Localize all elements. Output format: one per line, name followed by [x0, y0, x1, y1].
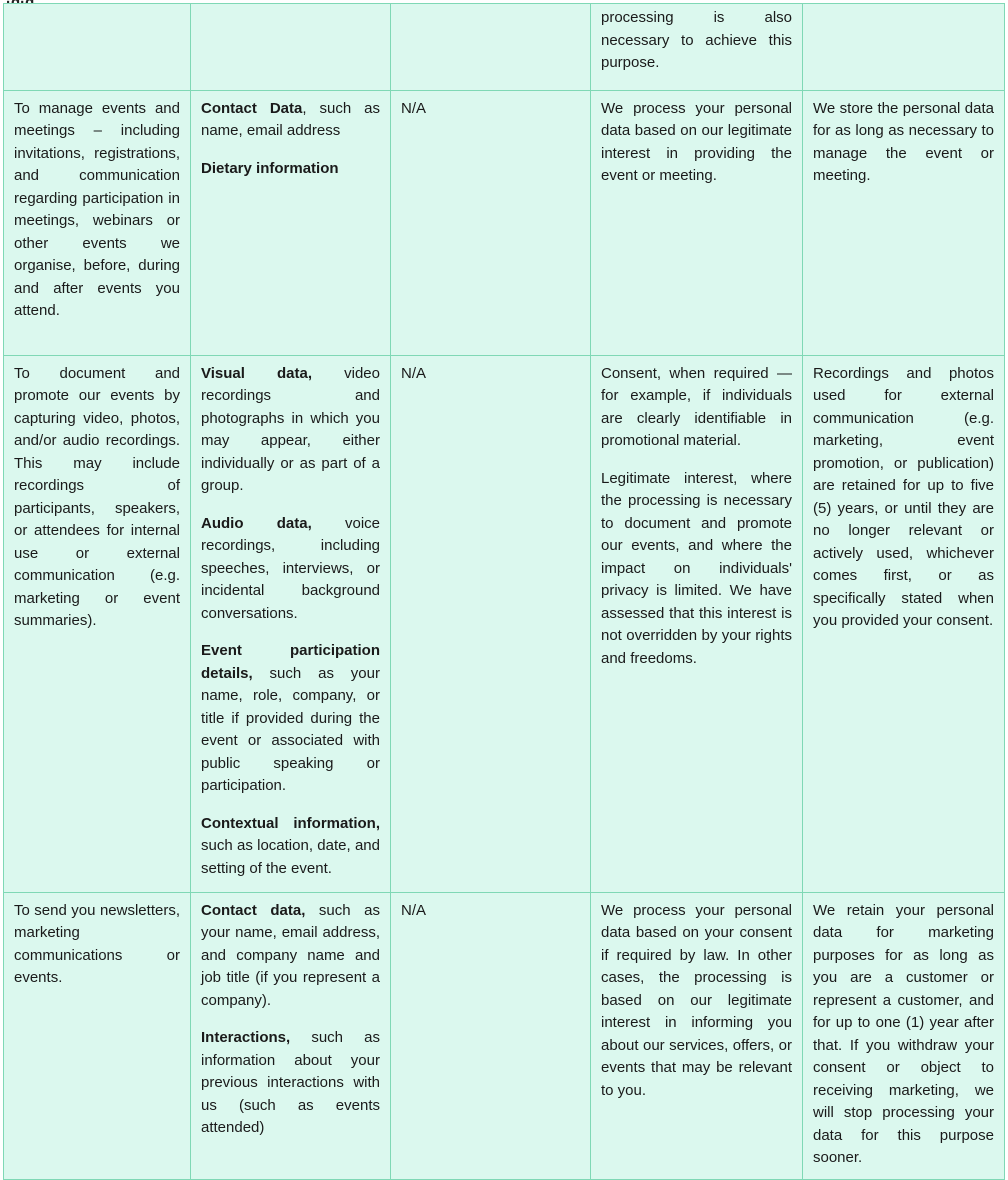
category-item	[201, 513, 380, 626]
category-text: voice recordings, including speeches, interviews, or incidental background conversations.	[201, 514, 381, 622]
category-text: video recordings and photographs in which you may appear, either individually or as part of a group.	[201, 364, 380, 494]
retention-cell	[803, 355, 1005, 892]
retention-cell	[803, 4, 1005, 91]
categories-cell	[191, 4, 391, 91]
source-text: N/A	[401, 364, 427, 382]
category-item	[201, 900, 380, 1013]
category-label: Audio data,	[201, 514, 312, 532]
category-item	[201, 640, 380, 798]
category-label: Interactions,	[201, 1029, 291, 1046]
legal-basis-text: Legitimate interest, where the processing is necessary to document and promote our events, and where the impact on individuals' privacy is limited. We have assessed that this interest is not overridden by your rights and freedoms.	[601, 469, 792, 667]
source-cell	[391, 355, 591, 892]
category-label: Visual data,	[201, 364, 313, 382]
source-cell	[391, 90, 591, 355]
retention-cell	[803, 90, 1005, 355]
category-text: such as information about your previous interactions with us (such as events attended)	[201, 1029, 380, 1136]
purpose-cell	[4, 4, 191, 91]
table-row	[4, 90, 1005, 355]
category-item	[201, 98, 380, 143]
category-item	[201, 1027, 380, 1140]
source-cell	[391, 892, 591, 1179]
category-item	[201, 363, 380, 498]
category-text: , such as name, email address	[201, 99, 381, 139]
legal-basis-cell	[591, 355, 803, 892]
legal-basis-text: We process your personal data based on your consent if required by law. In other cases, the processing is based on our legitimate interest in informing you about our services, offers, or events that may be relevant to you.	[601, 901, 792, 1099]
category-label: Event participation details,	[201, 642, 380, 682]
purpose-cell	[4, 355, 191, 892]
retention-text: We store the personal data for as long as necessary to manage the event or meeting.	[813, 99, 994, 184]
retention-text: We retain your personal data for marketing purposes for as long as you are a customer or represent a customer, and for up to one (1) year after that. If you withdraw your consent or object to receiving marketing, we will stop processing your data for this purpose sooner.	[813, 901, 994, 1166]
legal-basis-cell	[591, 892, 803, 1179]
purpose-cell	[4, 90, 191, 355]
table-row	[4, 892, 1005, 1179]
purpose-text: To manage events and meetings – including invitations, registrations, and communication regarding participation in meetings, webinars or other events we organise, before, during and after events you attend.	[14, 99, 180, 319]
legal-basis-text: Consent, when required — for example, if individuals are clearly identifiable in promotional material.	[601, 364, 792, 449]
legal-basis-cell	[591, 90, 803, 355]
categories-cell	[191, 355, 391, 892]
table-row	[4, 355, 1005, 892]
retention-cell	[803, 892, 1005, 1179]
source-text: N/A	[401, 901, 427, 919]
source-cell	[391, 4, 591, 91]
category-item	[201, 158, 380, 181]
data-processing-table	[3, 3, 1005, 1180]
category-label: Dietary information	[201, 159, 339, 177]
legal-basis-text: processing is also necessary to achieve this purpose.	[601, 9, 792, 71]
category-label: Contact Data	[201, 99, 303, 117]
categories-cell	[191, 90, 391, 355]
categories-cell	[191, 892, 391, 1179]
purpose-text: To document and promote our events by capturing video, photos, and/or audio recordings. This may include recordings of participants, speakers, or attendees for internal use or external communication (e.g. marketing or event summaries).	[14, 364, 180, 629]
category-label: Contextual information,	[201, 814, 380, 832]
retention-text: Recordings and photos used for external communication (e.g. marketing, event promotion, or publication) are retained for up to five (5) years, or until they are no longer relevant or actively used, whichever comes first, or as specifically stated when you provided your consent.	[813, 364, 994, 629]
category-text: such as location, date, and setting of the event.	[201, 837, 380, 877]
table-row	[4, 4, 1005, 91]
legal-basis-cell	[591, 4, 803, 91]
purpose-text: To send you newsletters, marketing communications or events.	[14, 901, 180, 986]
category-item	[201, 813, 380, 881]
category-text: such as your name, email address, and company name and job title (if you represent a company).	[201, 901, 380, 1009]
legal-basis-text: We process your personal data based on our legitimate interest in providing the event or meeting.	[601, 99, 792, 184]
purpose-cell	[4, 892, 191, 1179]
category-text: such as your name, role, company, or title if provided during the event or associated with public speaking or participation.	[201, 664, 380, 794]
source-text: N/A	[401, 99, 427, 117]
category-label: Contact data,	[201, 901, 306, 919]
